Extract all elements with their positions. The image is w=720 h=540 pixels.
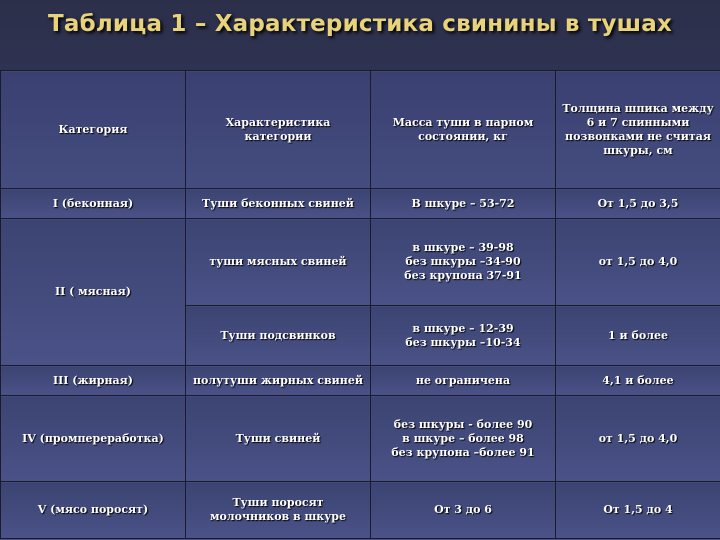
characteristic-cell: Туши свиней xyxy=(186,396,371,482)
fat-cell: от 1,5 до 4,0 xyxy=(556,396,720,482)
header-characteristic: Характеристика категории xyxy=(186,71,371,189)
mass-cell: не ограничена xyxy=(371,366,556,396)
category-cell: IV (промпереработка) xyxy=(1,396,186,482)
table-row xyxy=(1,189,720,219)
table-row xyxy=(1,219,720,306)
header-mass: Масса туши в парном состоянии, кг xyxy=(371,71,556,189)
mass-cell: без шкуры - более 90 в шкуре – более 98 без крупона –более 91 xyxy=(371,396,556,482)
mass-cell: в шкуре – 39-98 без шкуры –34-90 без крупона 37-91 xyxy=(371,219,556,306)
table-row xyxy=(1,366,720,396)
mass-cell: От 3 до 6 xyxy=(371,482,556,539)
category-cell: III (жирная) xyxy=(1,366,186,396)
header-fat-thickness: Толщина шпика между 6 и 7 спинными позвонками не считая шкуры, см xyxy=(556,71,720,189)
fat-cell: 1 и более xyxy=(556,306,720,366)
characteristic-cell: Туши поросят молочников в шкуре xyxy=(186,482,371,539)
fat-cell: от 1,5 до 4,0 xyxy=(556,219,720,306)
slide-title: Таблица 1 – Характеристика свинины в тушах xyxy=(48,11,672,37)
fat-cell: 4,1 и более xyxy=(556,366,720,396)
fat-cell: От 1,5 до 3,5 xyxy=(556,189,720,219)
table-row xyxy=(1,396,720,482)
mass-cell: В шкуре – 53-72 xyxy=(371,189,556,219)
table-row xyxy=(1,482,720,539)
characteristic-cell: полутуши жирных свиней xyxy=(186,366,371,396)
table-header-row xyxy=(1,71,720,189)
pork-carcass-table xyxy=(0,70,720,539)
characteristic-cell: Туши беконных свиней xyxy=(186,189,371,219)
category-cell: I (беконная) xyxy=(1,189,186,219)
header-category: Категория xyxy=(1,71,186,189)
characteristic-cell: туши мясных свиней xyxy=(186,219,371,306)
category-cell: V (мясо поросят) xyxy=(1,482,186,539)
category-cell: II ( мясная) xyxy=(1,219,186,366)
characteristic-cell: Туши подсвинков xyxy=(186,306,371,366)
mass-cell: в шкуре – 12-39 без шкуры –10-34 xyxy=(371,306,556,366)
fat-cell: От 1,5 до 4 xyxy=(556,482,720,539)
